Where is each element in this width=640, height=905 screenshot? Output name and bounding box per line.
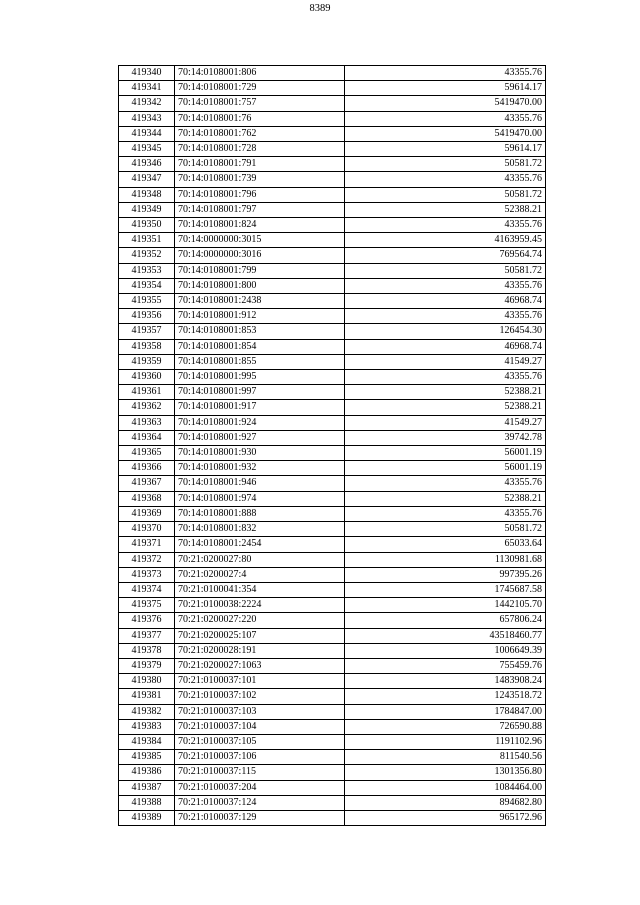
cadastral-value-cell: 52388.21: [345, 385, 546, 400]
row-number-cell: 419352: [119, 248, 175, 263]
cadastral-value-cell: 769564.74: [345, 248, 546, 263]
cadastral-value-cell: 52388.21: [345, 491, 546, 506]
cadastral-value-cell: 41549.27: [345, 415, 546, 430]
table-row: [119, 248, 546, 263]
cadastral-value-cell: 726590.88: [345, 719, 546, 734]
table-row: [119, 628, 546, 643]
cadastral-number-cell: 70:14:0108001:796: [175, 187, 345, 202]
cadastral-number-cell: 70:14:0108001:888: [175, 506, 345, 521]
cadastral-number-cell: 70:14:0108001:2454: [175, 537, 345, 552]
cadastral-value-table: [118, 65, 546, 826]
table-row: [119, 552, 546, 567]
table-row: [119, 81, 546, 96]
cadastral-value-cell: 5419470.00: [345, 96, 546, 111]
cadastral-number-cell: 70:14:0108001:806: [175, 66, 345, 81]
table-row: [119, 643, 546, 658]
cadastral-value-cell: 43355.76: [345, 476, 546, 491]
table-row: [119, 689, 546, 704]
cadastral-number-cell: 70:14:0108001:917: [175, 400, 345, 415]
cadastral-value-cell: 65033.64: [345, 537, 546, 552]
table-row: [119, 263, 546, 278]
table-row: [119, 491, 546, 506]
table-row: [119, 613, 546, 628]
row-number-cell: 419356: [119, 309, 175, 324]
cadastral-value-cell: 59614.17: [345, 142, 546, 157]
row-number-cell: 419347: [119, 172, 175, 187]
cadastral-number-cell: 70:14:0108001:832: [175, 522, 345, 537]
cadastral-value-cell: 50581.72: [345, 263, 546, 278]
cadastral-number-cell: 70:14:0108001:853: [175, 324, 345, 339]
cadastral-number-cell: 70:14:0108001:995: [175, 370, 345, 385]
table-row: [119, 537, 546, 552]
cadastral-number-cell: 70:21:0100041:354: [175, 582, 345, 597]
row-number-cell: 419344: [119, 126, 175, 141]
cadastral-number-cell: 70:14:0000000:3015: [175, 233, 345, 248]
cadastral-number-cell: 70:14:0108001:762: [175, 126, 345, 141]
cadastral-value-cell: 50581.72: [345, 187, 546, 202]
cadastral-number-cell: 70:21:0100037:104: [175, 719, 345, 734]
row-number-cell: 419345: [119, 142, 175, 157]
row-number-cell: 419376: [119, 613, 175, 628]
row-number-cell: 419363: [119, 415, 175, 430]
cadastral-number-cell: 70:14:0108001:757: [175, 96, 345, 111]
cadastral-number-cell: 70:14:0000000:3016: [175, 248, 345, 263]
row-number-cell: 419387: [119, 780, 175, 795]
table-row: [119, 476, 546, 491]
table-row: [119, 309, 546, 324]
cadastral-number-cell: 70:14:0108001:2438: [175, 294, 345, 309]
cadastral-number-cell: 70:21:0100037:106: [175, 750, 345, 765]
page-number: 8389: [309, 3, 331, 14]
table-row: [119, 430, 546, 445]
row-number-cell: 419385: [119, 750, 175, 765]
cadastral-value-cell: 43355.76: [345, 172, 546, 187]
table-row: [119, 674, 546, 689]
cadastral-value-cell: 997395.26: [345, 567, 546, 582]
table-row: [119, 780, 546, 795]
row-number-cell: 419382: [119, 704, 175, 719]
cadastral-number-cell: 70:14:0108001:729: [175, 81, 345, 96]
cadastral-number-cell: 70:21:0200027:220: [175, 613, 345, 628]
table-row: [119, 172, 546, 187]
cadastral-number-cell: 70:21:0100037:102: [175, 689, 345, 704]
cadastral-number-cell: 70:14:0108001:800: [175, 278, 345, 293]
cadastral-value-cell: 50581.72: [345, 522, 546, 537]
cadastral-number-cell: 70:21:0100037:124: [175, 795, 345, 810]
cadastral-value-cell: 1006649.39: [345, 643, 546, 658]
cadastral-number-cell: 70:14:0108001:946: [175, 476, 345, 491]
table-row: [119, 506, 546, 521]
table-body: [119, 66, 546, 826]
cadastral-number-cell: 70:14:0108001:854: [175, 339, 345, 354]
row-number-cell: 419374: [119, 582, 175, 597]
row-number-cell: 419366: [119, 461, 175, 476]
row-number-cell: 419388: [119, 795, 175, 810]
cadastral-value-cell: 1745687.58: [345, 582, 546, 597]
cadastral-value-cell: 41549.27: [345, 354, 546, 369]
cadastral-value-cell: 43355.76: [345, 66, 546, 81]
row-number-cell: 419379: [119, 658, 175, 673]
table-row: [119, 704, 546, 719]
cadastral-number-cell: 70:14:0108001:728: [175, 142, 345, 157]
cadastral-number-cell: 70:21:0200025:107: [175, 628, 345, 643]
cadastral-number-cell: 70:21:0100037:103: [175, 704, 345, 719]
table-row: [119, 187, 546, 202]
cadastral-value-cell: 43355.76: [345, 309, 546, 324]
row-number-cell: 419343: [119, 111, 175, 126]
cadastral-number-cell: 70:21:0100037:204: [175, 780, 345, 795]
cadastral-value-cell: 56001.19: [345, 461, 546, 476]
table-row: [119, 233, 546, 248]
table-row: [119, 142, 546, 157]
table-row: [119, 446, 546, 461]
row-number-cell: 419389: [119, 810, 175, 825]
table-row: [119, 157, 546, 172]
table-row: [119, 278, 546, 293]
table-row: [119, 96, 546, 111]
table-row: [119, 324, 546, 339]
cadastral-value-cell: 52388.21: [345, 202, 546, 217]
cadastral-value-cell: 126454.30: [345, 324, 546, 339]
cadastral-value-cell: 46968.74: [345, 339, 546, 354]
table-row: [119, 339, 546, 354]
row-number-cell: 419341: [119, 81, 175, 96]
row-number-cell: 419362: [119, 400, 175, 415]
row-number-cell: 419346: [119, 157, 175, 172]
cadastral-value-cell: 657806.24: [345, 613, 546, 628]
row-number-cell: 419342: [119, 96, 175, 111]
row-number-cell: 419355: [119, 294, 175, 309]
table-row: [119, 66, 546, 81]
row-number-cell: 419381: [119, 689, 175, 704]
cadastral-value-cell: 39742.78: [345, 430, 546, 445]
row-number-cell: 419348: [119, 187, 175, 202]
cadastral-value-cell: 894682.80: [345, 795, 546, 810]
cadastral-number-cell: 70:21:0200027:80: [175, 552, 345, 567]
table-row: [119, 400, 546, 415]
row-number-cell: 419360: [119, 370, 175, 385]
table-row: [119, 750, 546, 765]
cadastral-value-cell: 43518460.77: [345, 628, 546, 643]
cadastral-value-cell: 43355.76: [345, 111, 546, 126]
cadastral-value-cell: 1130981.68: [345, 552, 546, 567]
cadastral-number-cell: 70:21:0100037:105: [175, 734, 345, 749]
row-number-cell: 419358: [119, 339, 175, 354]
cadastral-number-cell: 70:21:0200027:1063: [175, 658, 345, 673]
cadastral-number-cell: 70:14:0108001:932: [175, 461, 345, 476]
table-row: [119, 522, 546, 537]
table-row: [119, 719, 546, 734]
table-row: [119, 658, 546, 673]
cadastral-value-cell: 4163959.45: [345, 233, 546, 248]
cadastral-value-cell: 1084464.00: [345, 780, 546, 795]
row-number-cell: 419365: [119, 446, 175, 461]
row-number-cell: 419370: [119, 522, 175, 537]
cadastral-number-cell: 70:14:0108001:76: [175, 111, 345, 126]
cadastral-number-cell: 70:14:0108001:927: [175, 430, 345, 445]
cadastral-number-cell: 70:14:0108001:997: [175, 385, 345, 400]
cadastral-number-cell: 70:21:0200027:4: [175, 567, 345, 582]
row-number-cell: 419372: [119, 552, 175, 567]
cadastral-number-cell: 70:14:0108001:824: [175, 218, 345, 233]
table-row: [119, 370, 546, 385]
table-row: [119, 810, 546, 825]
cadastral-number-cell: 70:21:0100038:2224: [175, 598, 345, 613]
row-number-cell: 419373: [119, 567, 175, 582]
cadastral-number-cell: 70:14:0108001:739: [175, 172, 345, 187]
row-number-cell: 419377: [119, 628, 175, 643]
cadastral-value-cell: 59614.17: [345, 81, 546, 96]
cadastral-value-cell: 56001.19: [345, 446, 546, 461]
cadastral-value-cell: 1784847.00: [345, 704, 546, 719]
cadastral-number-cell: 70:14:0108001:912: [175, 309, 345, 324]
table-row: [119, 567, 546, 582]
cadastral-number-cell: 70:14:0108001:791: [175, 157, 345, 172]
table-row: [119, 354, 546, 369]
row-number-cell: 419369: [119, 506, 175, 521]
table-row: [119, 385, 546, 400]
table-row: [119, 294, 546, 309]
cadastral-value-cell: 43355.76: [345, 370, 546, 385]
cadastral-value-cell: 1191102.96: [345, 734, 546, 749]
table-row: [119, 461, 546, 476]
table-row: [119, 218, 546, 233]
row-number-cell: 419349: [119, 202, 175, 217]
row-number-cell: 419353: [119, 263, 175, 278]
cadastral-value-cell: 1483908.24: [345, 674, 546, 689]
table-row: [119, 111, 546, 126]
table-row: [119, 202, 546, 217]
cadastral-value-cell: 43355.76: [345, 506, 546, 521]
cadastral-number-cell: 70:14:0108001:797: [175, 202, 345, 217]
row-number-cell: 419367: [119, 476, 175, 491]
row-number-cell: 419383: [119, 719, 175, 734]
row-number-cell: 419380: [119, 674, 175, 689]
cadastral-number-cell: 70:14:0108001:799: [175, 263, 345, 278]
row-number-cell: 419340: [119, 66, 175, 81]
cadastral-value-cell: 50581.72: [345, 157, 546, 172]
row-number-cell: 419384: [119, 734, 175, 749]
row-number-cell: 419368: [119, 491, 175, 506]
table-row: [119, 415, 546, 430]
cadastral-number-cell: 70:14:0108001:930: [175, 446, 345, 461]
cadastral-value-cell: 1442105.70: [345, 598, 546, 613]
cadastral-number-cell: 70:14:0108001:924: [175, 415, 345, 430]
table-row: [119, 598, 546, 613]
table-row: [119, 765, 546, 780]
row-number-cell: 419378: [119, 643, 175, 658]
cadastral-value-cell: 1301356.80: [345, 765, 546, 780]
row-number-cell: 419354: [119, 278, 175, 293]
cadastral-value-cell: 46968.74: [345, 294, 546, 309]
cadastral-value-cell: 965172.96: [345, 810, 546, 825]
table-row: [119, 734, 546, 749]
cadastral-number-cell: 70:21:0100037:101: [175, 674, 345, 689]
row-number-cell: 419371: [119, 537, 175, 552]
cadastral-number-cell: 70:14:0108001:974: [175, 491, 345, 506]
cadastral-value-cell: 43355.76: [345, 218, 546, 233]
cadastral-number-cell: 70:21:0100037:115: [175, 765, 345, 780]
cadastral-value-cell: 755459.76: [345, 658, 546, 673]
cadastral-number-cell: 70:21:0200028:191: [175, 643, 345, 658]
cadastral-value-cell: 811540.56: [345, 750, 546, 765]
cadastral-value-cell: 1243518.72: [345, 689, 546, 704]
row-number-cell: 419351: [119, 233, 175, 248]
cadastral-value-cell: 43355.76: [345, 278, 546, 293]
table-row: [119, 582, 546, 597]
cadastral-value-cell: 5419470.00: [345, 126, 546, 141]
row-number-cell: 419361: [119, 385, 175, 400]
table-row: [119, 126, 546, 141]
row-number-cell: 419357: [119, 324, 175, 339]
row-number-cell: 419364: [119, 430, 175, 445]
table-row: [119, 795, 546, 810]
row-number-cell: 419350: [119, 218, 175, 233]
row-number-cell: 419386: [119, 765, 175, 780]
cadastral-number-cell: 70:14:0108001:855: [175, 354, 345, 369]
cadastral-number-cell: 70:21:0100037:129: [175, 810, 345, 825]
row-number-cell: 419375: [119, 598, 175, 613]
row-number-cell: 419359: [119, 354, 175, 369]
cadastral-value-cell: 52388.21: [345, 400, 546, 415]
